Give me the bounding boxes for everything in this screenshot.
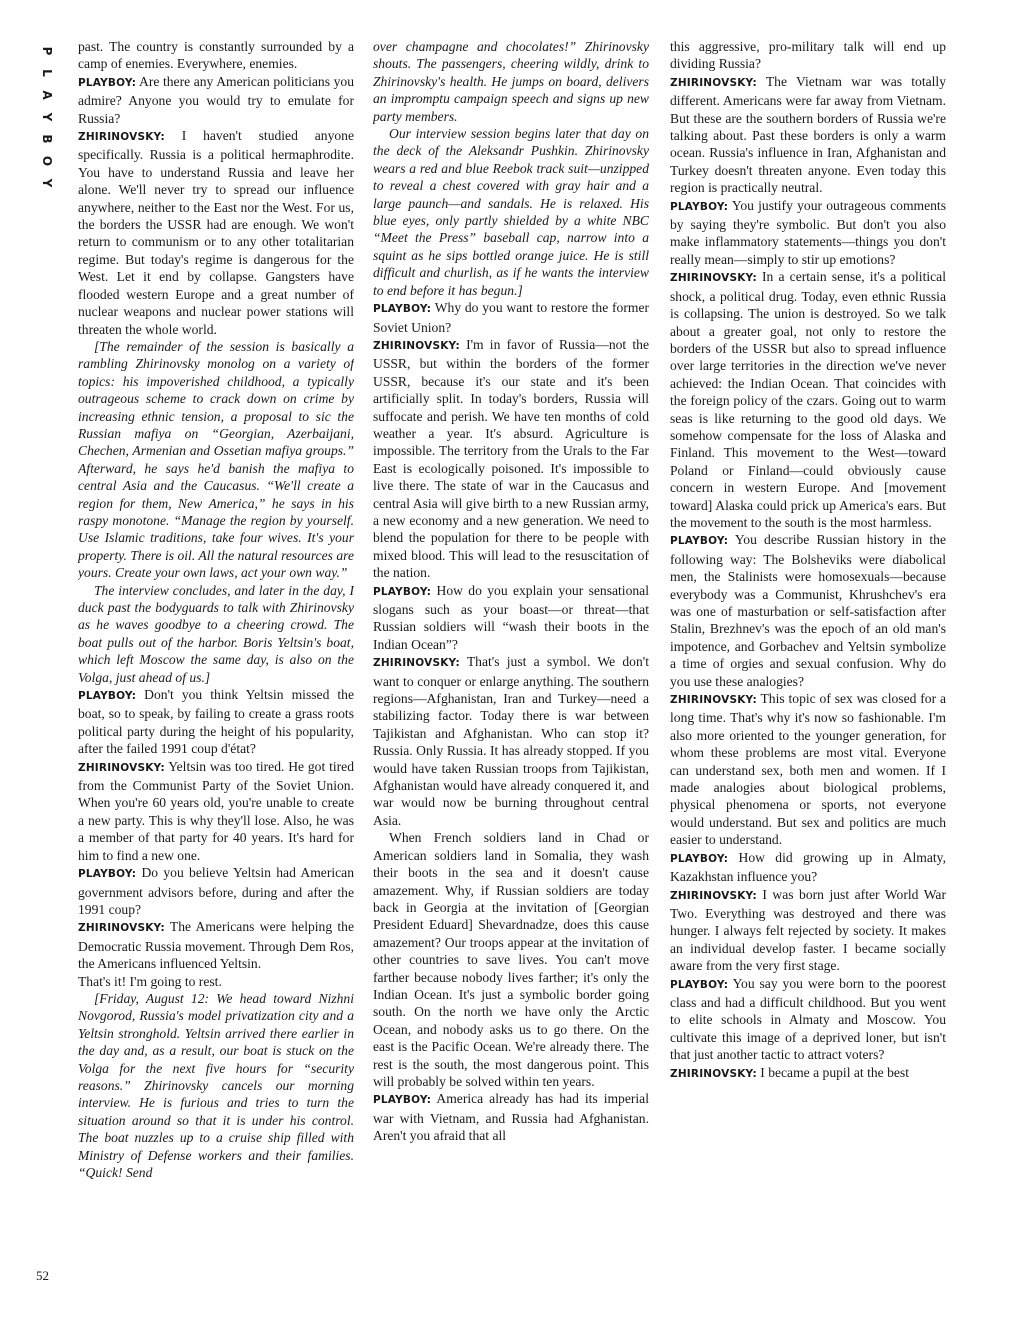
paragraph xyxy=(670,849,946,886)
speaker-label: ZHIRINOVSKY: xyxy=(373,657,460,670)
paragraph-text: The interview concludes, and later in the day, I duck past the bodyguards to talk with Zhirinovsky as he waves goodbye to a cheering crowd. The boat pulls out of the harbor. Boris Yeltsin's boat, which left Moscow the same day, is also on the Volga, just ahead of us.] xyxy=(78,582,354,685)
text-column-1 xyxy=(78,38,354,1288)
paragraph xyxy=(373,38,649,125)
paragraph xyxy=(670,531,946,690)
speaker-label: PLAYBOY: xyxy=(373,303,432,316)
speaker-label: PLAYBOY: xyxy=(78,690,137,703)
speaker-label: ZHIRINOVSKY: xyxy=(78,131,165,144)
text-column-3 xyxy=(670,38,946,1288)
paragraph-text: [Friday, August 12: We head toward Nizhni Novgorod, Russia's model privatization city and a Yeltsin stronghold. Yeltsin arrived there earlier in the day and, as a result, our boat is stuck on the Volga for the next five hours for “security reasons.” Zhirinovsky cancels our morning interview. He is furious and tries to turn the situation around so that it is under his control. The boat nuzzles up to a cruise ship filled with Ministry of Defense workers and their families. “Quick! Send xyxy=(78,990,354,1180)
speaker-label: ZHIRINOVSKY: xyxy=(670,76,757,89)
paragraph-text: That's just a symbol. We don't want to conquer or enlarge anything. The southern regions—Afghanistan, Iran and Turkey—need a stabilizing factor. Today there is war between Tajikistan and Afghanistan. Who can stop it? Russia. Only Russia. It has already stopped. If you would have taken Russian troops from Tajikistan, Afghanistan would have already conquered it, and war would now be burning throughout central Asia. xyxy=(373,654,649,828)
speaker-label: PLAYBOY: xyxy=(373,1094,432,1107)
paragraph xyxy=(670,73,946,197)
paragraph xyxy=(78,127,354,338)
magazine-mark-letter: Y xyxy=(40,112,54,122)
paragraph xyxy=(373,336,649,582)
paragraph-text: America already has had its imperial war with Vietnam, and Russia had Afghanistan. Aren't you afraid that all xyxy=(373,1091,649,1144)
paragraph xyxy=(78,686,354,758)
magazine-mark-letter: P xyxy=(40,46,54,56)
magazine-mark-letter: O xyxy=(40,155,54,167)
paragraph-text: I was born just after World War Two. Everything was destroyed and there was hunger. I always felt rejected by society. It makes an individual develop faster. I became socially aware from the very first stage. xyxy=(670,886,946,974)
speaker-label: PLAYBOY: xyxy=(670,535,729,548)
magazine-mark-letter: L xyxy=(40,69,54,77)
paragraph xyxy=(670,975,946,1064)
paragraph-text: Are there any American politicians you admire? Anyone you would try to emulate for Russia? xyxy=(78,73,354,126)
paragraph-text: Why do you want to restore the former Soviet Union? xyxy=(373,300,649,335)
paragraph-text: You describe Russian history in the following way: The Bolsheviks were diabolical men, the Stalinists were homosexuals—because everybody was a Communist, Khrushchev's era was one of masturbation or self-satisfaction after Stalin, Brezhnev's was the epoch of an old man's impotence, and Gorbachev and Yeltsin symbolize a time of orgies and sexual confusion. Why do you use these analogies? xyxy=(670,532,946,689)
paragraph-text: The Americans were helping the Democratic Russia movement. Through Dem Ros, the Americans influenced Yeltsin. xyxy=(78,919,354,972)
speaker-label: ZHIRINOVSKY: xyxy=(78,922,165,935)
paragraph xyxy=(373,125,649,299)
paragraph-text: I'm in favor of Russia—not the USSR, but within the borders of the former USSR, because it's our state and it's been artificially split. In today's borders, Russia will suffocate and perish. We have ten months of cold weather a year. It's absurd. Agriculture is impossible. The territory from the Urals to the Far East is ecologically poisoned. It's impossible to live there. The state of war in the Caucasus and central Asia will give birth to a new Russian army, a new economy and a new generation. We need to blend the population for there to be people with mixed blood. This will lead to the resuscitation of the nation. xyxy=(373,336,649,581)
speaker-label: ZHIRINOVSKY: xyxy=(670,272,757,285)
paragraph xyxy=(78,918,354,972)
paragraph-text: past. The country is constantly surrounded by a camp of enemies. Everywhere, enemies. xyxy=(78,39,354,72)
paragraph-text: I became a pupil at the best xyxy=(760,1064,909,1080)
paragraph-text: I haven't studied anyone specifically. Russia is a political hermaphrodite. You have to understand Russia and leave her alone. We'll never try to spread our influence anywhere, neither to the East nor the West. For us, the borders the USSR had are enough. We won't return to communism or to any other totalitarian regime. But today's regime is dangerous for the West. Let it end by collapse. Gangsters have flooded western Europe and a great number of nuclear weapons and nuclear power stations will threaten the whole world. xyxy=(78,128,354,337)
paragraph xyxy=(670,268,946,531)
speaker-label: PLAYBOY: xyxy=(78,868,137,881)
paragraph-text: [The remainder of the session is basically a rambling Zhirinovsky monolog on a variety of topics: his impoverished childhood, a typically outrageous scheme to crack down on crime by increasing ethnic tension, a proposal to sic the Russian mafiya on “Georgian, Azerbaijani, Chechen, Armenian and Ossetian mafiya groups.” Afterward, he says he'd banish the mafiya to central Asia and the Caucasus. “We'll create a region for them, New America,” he says in his raspy monotone. “Manage the region by yourself. Use Islamic traditions, take four wives. It's your property. There is oil. All the natural resources are yours. Create your own laws, act your own way.” xyxy=(78,338,354,581)
paragraph-text: In a certain sense, it's a political shock, a political drug. Today, even ethnic Russia is collapsing. The union is destroyed. So we talk about a greater goal, not only to restore the borders of the USSR but also to spread influence over large territories in the direction we've never achieved: the Indian Ocean. That coincides with the foreign policy of the czars. Going out to warm seas is like returning to the good old days. We somehow compensate for the loss of Alaska and Finland. This movement to the West—toward Poland or Finland—could obviously cause concern in western Europe. And [movement toward] Alaska could prick up America's ears. But the movement to the south is the most harmless. xyxy=(670,269,946,530)
text-column-2 xyxy=(373,38,649,1288)
paragraph xyxy=(670,197,946,269)
paragraph-text: When French soldiers land in Chad or American soldiers land in Somalia, they wash their boots in the sea and it doesn't cause amazement. Why, if Russian soldiers are today back in Georgia at the invitation of [Georgian President Eduard] Shevardnadze, does this cause amazement? Our troops appear at the invitation of other countries to save lives. You can't move farther because nobody lives farther; it's only the Indian Ocean. It's just a symbolic border going south. On the north we have only the Arctic Ocean, and nobody asks us to go there. On the east is the Pacific Ocean. We're already there. The rest is the south, the most dangerous point. This will probably be solved within ten years. xyxy=(373,830,649,1089)
magazine-mark-letter: Y xyxy=(40,178,54,188)
paragraph-text: That's it! I'm going to rest. xyxy=(78,973,222,989)
paragraph xyxy=(373,653,649,829)
speaker-label: ZHIRINOVSKY: xyxy=(670,889,757,902)
speaker-label: PLAYBOY: xyxy=(78,76,137,89)
paragraph xyxy=(670,886,946,975)
magazine-vertical-mark xyxy=(36,40,58,194)
paragraph xyxy=(78,758,354,864)
paragraph xyxy=(78,582,354,686)
speaker-label: ZHIRINOVSKY: xyxy=(373,339,460,352)
speaker-label: PLAYBOY: xyxy=(670,978,729,991)
paragraph-text: The Vietnam war was totally different. Americans were far away from Vietnam. But these are the southern borders of Russia we're talking about. Past these borders is only a warm ocean. Russia's influence in Iran, Afghanistan and Turkey doesn't threaten anyone. Even today this region is practically neutral. xyxy=(670,73,946,196)
paragraph xyxy=(78,73,354,127)
paragraph xyxy=(670,690,946,849)
speaker-label: PLAYBOY: xyxy=(670,852,729,865)
paragraph-text: Don't you think Yeltsin missed the boat, so to speak, by failing to create a grass roots political party during the height of his popularity, after the failed 1991 coup d'état? xyxy=(78,687,354,757)
paragraph-text: This topic of sex was closed for a long time. That's why it's now so fashionable. I'm also more oriented to the younger generation, for whom these problems are most vital. Everyone can understand sex, both men and women. If I made analogies about biological problems, physical phenomena or sports, not everyone would understand. But sex and politics are much easier to understand. xyxy=(670,691,946,848)
paragraph xyxy=(670,38,946,73)
paragraph-text: over champagne and chocolates!” Zhirinovsky shouts. The passengers, cheering wildly, drink to Zhirinovsky's health. He jumps on board, delivers an impromptu campaign speech and signs up new party members. xyxy=(373,39,649,124)
paragraph-text: You say you were born to the poorest class and had a difficult childhood. But you went to elite schools in Almaty and Moscow. You cultivate this image of a deprived loner, but isn't that just another tactic to attract voters? xyxy=(670,975,946,1063)
paragraph xyxy=(373,829,649,1090)
paragraph xyxy=(373,299,649,336)
speaker-label: PLAYBOY: xyxy=(373,585,432,598)
paragraph xyxy=(373,582,649,654)
speaker-label: ZHIRINOVSKY: xyxy=(78,761,165,774)
page-number: 52 xyxy=(36,1268,49,1283)
speaker-label: PLAYBOY: xyxy=(670,200,729,213)
paragraph xyxy=(78,864,354,918)
speaker-label: ZHIRINOVSKY: xyxy=(670,694,757,707)
paragraph-text: How did growing up in Almaty, Kazakhstan influence you? xyxy=(670,849,946,885)
paragraph xyxy=(670,1064,946,1083)
magazine-mark-letter: A xyxy=(40,90,54,100)
paragraph xyxy=(373,1090,649,1144)
speaker-label: ZHIRINOVSKY: xyxy=(670,1067,757,1080)
magazine-mark-letter: B xyxy=(40,134,54,144)
paragraph-text: Do you believe Yeltsin had American government advisors before, during and after the 1991 coup? xyxy=(78,865,354,917)
paragraph-text: How do you explain your sensational slogans such as your boast—or threat—that Russian soldiers will “wash their boots in the Indian Ocean”? xyxy=(373,582,649,652)
paragraph xyxy=(78,990,354,1181)
paragraph xyxy=(78,338,354,582)
paragraph xyxy=(78,38,354,73)
paragraph-text: this aggressive, pro-military talk will end up dividing Russia? xyxy=(670,39,946,72)
paragraph xyxy=(78,973,354,990)
paragraph-text: Yeltsin was too tired. He got tired from the Communist Party of the Soviet Union. When you're 60 years old, you're unable to create a new party. This is why they'll lose. Also, he was a member of that party for 40 years. It's hard for him to find a new one. xyxy=(78,758,354,863)
paragraph-text: You justify your outrageous comments by saying they're symbolic. But don't you also make inflammatory statements—things you don't really mean—simply to stir up emotions? xyxy=(670,197,946,267)
paragraph-text: Our interview session begins later that day on the deck of the Aleksandr Pushkin. Zhirinovsky wears a red and blue Reebok track suit—unzipped to reveal a chest covered with gray hair and a large paunch—and sandals. He is relaxed. His blue eyes, only partly shielded by a white NBC “Meet the Press” baseball cap, narrow into a squint as he sips bottled orange juice. He is still difficult and churlish, as if he wants the interview to end before it has begun.] xyxy=(373,126,649,298)
